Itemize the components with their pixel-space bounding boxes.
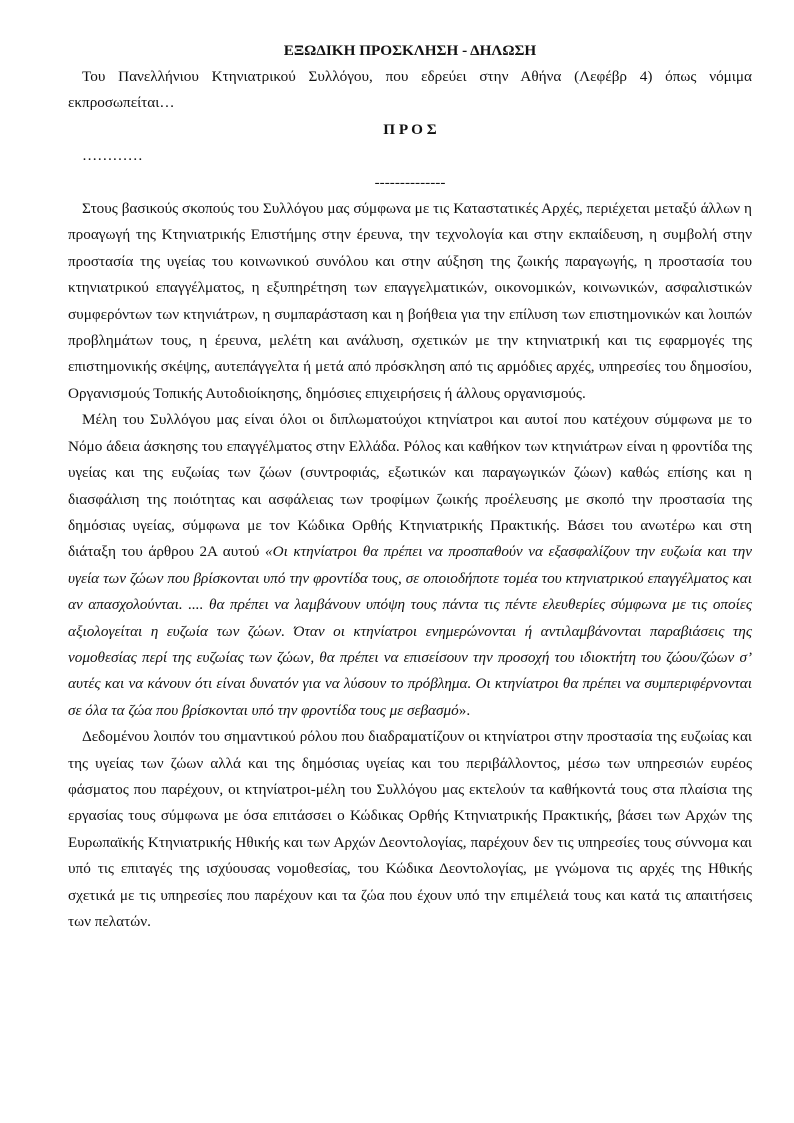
members-text: Μέλη του Συλλόγου μας είναι όλοι οι διπλωματούχοι κτηνίατροι και αυτοί που κατέχουν σύμφωνα με το Νόμο άδεια άσκησης του επαγγέλματος στην Ελλάδα. Ρόλος και καθήκον των κτηνιάτρων είναι η φροντίδα της υγείας και της ευζωίας των ζώων (συντροφιάς, εξωτικών και παραγωγικών ζώων) καθώς επίσης και η διασφάλιση της ποιότητας και ασφάλειας των τροφίμων ζωικής προέλευσης με σκοπό την προστασία της δημόσιας υγείας, σύμφωνα με τον Κώδικα Ορθής Κτηνιατρικής Πρακτικής. Βάσει του ανωτέρω και στη διάταξη του άρθρου 2Α αυτού <box>68 411 752 561</box>
paragraph-conclusion: Δεδομένου λοιπόν του σημαντικού ρόλου που διαδραματίζουν οι κτηνίατροι στην προστασία της ευζωίας και της υγείας των ζώων αλλά και της δημόσιας υγείας και του περιβάλλοντος, μέσω των υπηρεσιών ευρέος φάσματος που παρέχουν, οι κτηνίατροι-μέλη του Συλλόγου μας εκτελούν τα καθήκοντά τους στα πλαίσια της εργασίας τους σύμφωνα με όσα επιτάσσει ο Κώδικας Ορθής Κτηνιατρικής Πρακτικής, βάσει των Αρχών της Ευρωπαϊκής Κτηνιατρικής Ηθικής και των Αρχών Δεοντολογίας, παρέχουν δεν τις υπηρεσίες τους σύννομα και υπό τις επιταγές της ισχύουσας νομοθεσίας, του Κώδικα Δεοντολογίας, με γνώμονα τις αρχές της Ηθικής σχετικά με τις υπηρεσίες που παρέχουν και τα ζώα που έχουν υπό την επιμέλειά τους και κατά τις απαιτήσεις των πελατών. <box>68 728 752 930</box>
quote-close: ». <box>458 701 471 719</box>
document-title: ΕΞΩΔΙΚΗ ΠΡΟΣΚΛΗΣΗ - ΔΗΛΩΣΗ <box>283 42 537 59</box>
code-quote: «Οι κτηνίατροι θα πρέπει να προσπαθούν να εξασφαλίζουν την ευζωία και την υγεία των ζώων που βρίσκονται υπό την φροντίδα τους, σε οποιοδήποτε τομέα του κτηνιατρικού επαγγέλματος και αν απασχολούνται. .... θα πρέπει να λαμβάνουν υπόψη τους πάντα τις πέντε ελευθερίες σύμφωνα με τις οποίες αξιολογείται η ευζωία των ζώων. Όταν οι κτηνίατροι ενημερώνονται ή αντιλαμβάνονται παραβιάσεις της νομοθεσίας περί της ευζωίας των ζώων, θα πρέπει να επισείσουν την προσοχή του ιδιοκτήτη του ζώου/ζώων σ’ αυτές και να κάνουν ότι είναι δυνατόν για να λύσουν το πρόβλημα. Οι κτηνίατροι θα πρέπει να συμπεριφέρνονται σε όλα τα ζώα που βρίσκονται υπό την φροντίδα τους με σεβασμό <box>68 543 753 719</box>
paragraph-members <box>68 407 752 724</box>
document-page <box>68 38 752 935</box>
recipient-placeholder: ………… <box>82 147 143 165</box>
separator-line: -------------- <box>374 173 446 191</box>
pros-heading: Π Ρ Ο Σ <box>383 120 437 138</box>
intro-paragraph: Του Πανελλήνιου Κτηνιατρικού Συλλόγου, που εδρεύει στην Αθήνα (Λεφέβρ 4) όπως νόμιμα εκπροσωπείται… <box>68 68 752 112</box>
paragraph-objectives: Στους βασικούς σκοπούς του Συλλόγου μας σύμφωνα με τις Καταστατικές Αρχές, περιέχεται μεταξύ άλλων η προαγωγή της Κτηνιατρικής Επιστήμης στην έρευνα, την τεχνολογία και στην εκπαίδευση, η συμβολή στην προστασία της υγείας του κοινωνικού συνόλου και στην αύξηση της ζωικής παραγωγής, η προστασία του κτηνιατρικού επαγγέλματος, η εξυπηρέτηση των επαγγελματικών, οικονομικών, κοινωνικών, ασφαλιστικών συμφερόντων των κτηνιάτρων, η συμπαράσταση και η βοήθεια για την επίλυση των επιστημονικών και λοιπών προβλημάτων τους, η έρευνα, μελέτη και ανάλυση, σχετικών με την κτηνιατρική και τις εφαρμογές της επιστημονικής σκέψης, αυτεπάγγελτα ή μετά από πρόσκληση από τις αρμόδιες αρχές, υπηρεσίες του δημοσίου, Οργανισμούς Τοπικής Αυτοδιοίκησης, δημόσιες επιχειρήσεις ή άλλους οργανισμούς. <box>68 200 752 402</box>
